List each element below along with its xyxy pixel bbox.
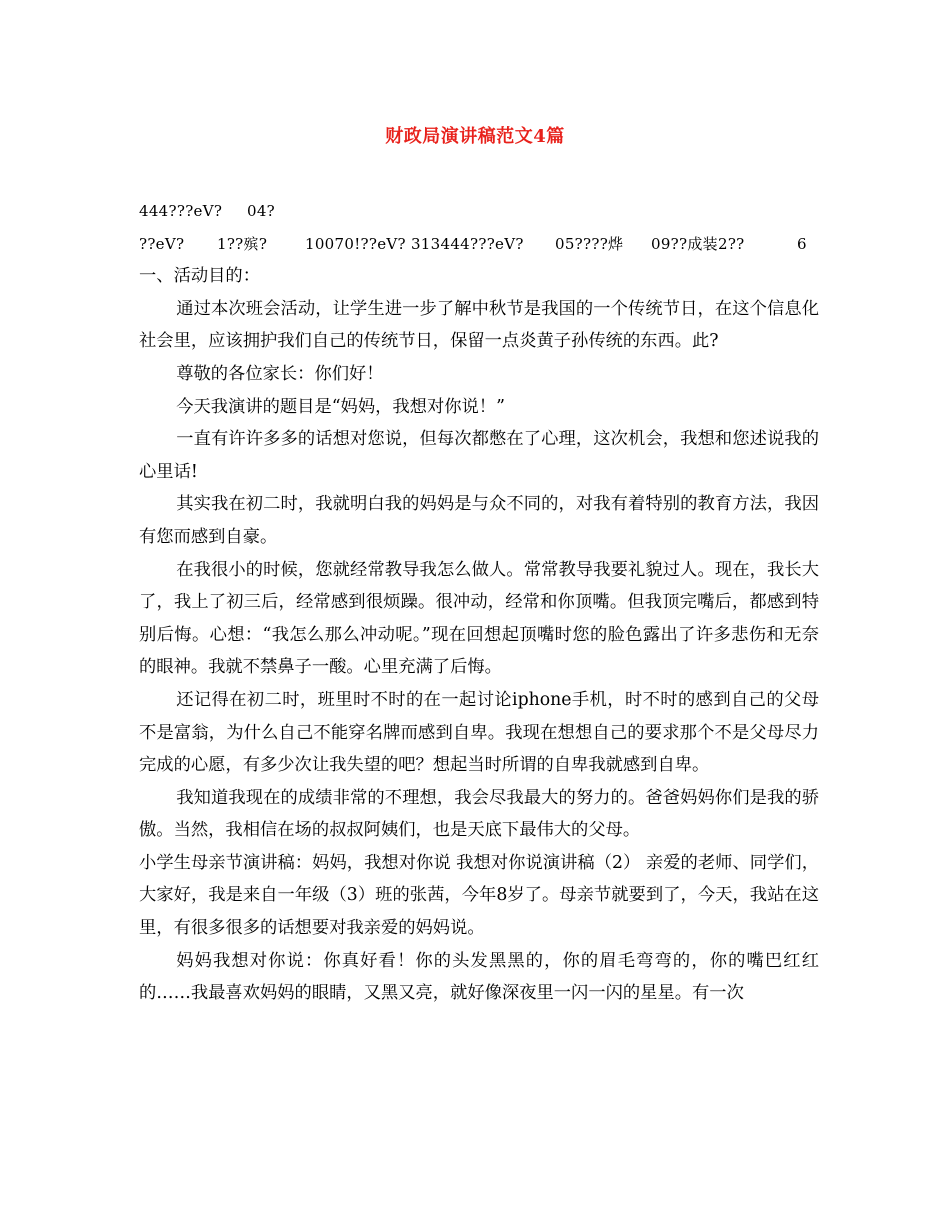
- garbled-text: 09??成装2??: [651, 234, 745, 253]
- garbled-text: 1??殡?: [217, 234, 268, 253]
- garbled-text: 444???eV?: [139, 202, 223, 220]
- document-body: [139, 195, 819, 1010]
- garbled-text: 05????烨: [555, 234, 624, 253]
- paragraph: 在我很小的时候，您就经常教导我怎么做人。常常教导我要礼貌过人。现在，我长大了，我上了初三后，经常感到很烦躁。很冲动，经常和你顶嘴。但我顶完嘴后，都感到特别后悔。心想：“我怎么那么冲动呢。”现在回想起顶嘴时您的脸色露出了许多悲伤和无奈的眼神。我就不禁鼻子一酸。心里充满了后悔。: [139, 559, 819, 678]
- garbled-line: [139, 195, 819, 228]
- paragraph: 其实我在初二时，我就明白我的妈妈是与众不同的，对我有着特别的教育方法，我因有您而感到自豪。: [139, 494, 819, 547]
- paragraph: 小学生母亲节演讲稿：妈妈，我想对你说 我想对你说演讲稿（2） 亲爱的老师、同学们，大家好，我是来自一年级（3）班的张茜，今年8岁了。母亲节就要到了，今天，我站在这里，有很多很多的话想要对我亲爱的妈妈说。: [139, 852, 819, 939]
- paragraph: 妈妈我想对你说：你真好看！你的头发黑黑的，你的眉毛弯弯的，你的嘴巴红红的……我最喜欢妈妈的眼睛，又黑又亮，就好像深夜里一闪一闪的星星。有一次: [139, 950, 819, 1004]
- paragraph: 一直有许许多多的话想对您说，但每次都憋在了心理，这次机会，我想和您述说我的心里话!: [139, 429, 819, 482]
- garbled-text: ??eV?: [139, 234, 185, 253]
- paragraph: 通过本次班会活动，让学生进一步了解中秋节是我国的一个传统节日，在这个信息化社会里，应该拥护我们自己的传统节日，保留一点炎黄子孙传统的东西。此?: [139, 298, 819, 352]
- garbled-text: 04?: [247, 202, 276, 220]
- paragraph: 我知道我现在的成绩非常的不理想，我会尽我最大的努力的。爸爸妈妈你们是我的骄傲。当然，我相信在场的叔叔阿姨们，也是天底下最伟大的父母。: [139, 787, 819, 841]
- paragraph: 今天我演讲的题目是“妈妈，我想对你说！”: [176, 396, 505, 417]
- section-heading: 一、活动目的：: [139, 266, 260, 287]
- garbled-text: 10070!??eV? 313444???eV?: [305, 234, 524, 253]
- garbled-line: [139, 228, 819, 261]
- garbled-text: 6: [797, 234, 807, 253]
- paragraph: 还记得在初二时，班里时不时的在一起讨论iphone手机，时不时的感到自己的父母不是富翁，为什么自己不能穿名牌而感到自卑。我现在想想自己的要求那个不是父母尽力完成的心愿，有多少次让我失望的吧？想起当时所谓的自卑我就感到自卑。: [139, 689, 819, 776]
- paragraph: 尊敬的各位家长：你们好！: [176, 363, 384, 384]
- document-title: 财政局演讲稿范文4篇: [385, 126, 565, 147]
